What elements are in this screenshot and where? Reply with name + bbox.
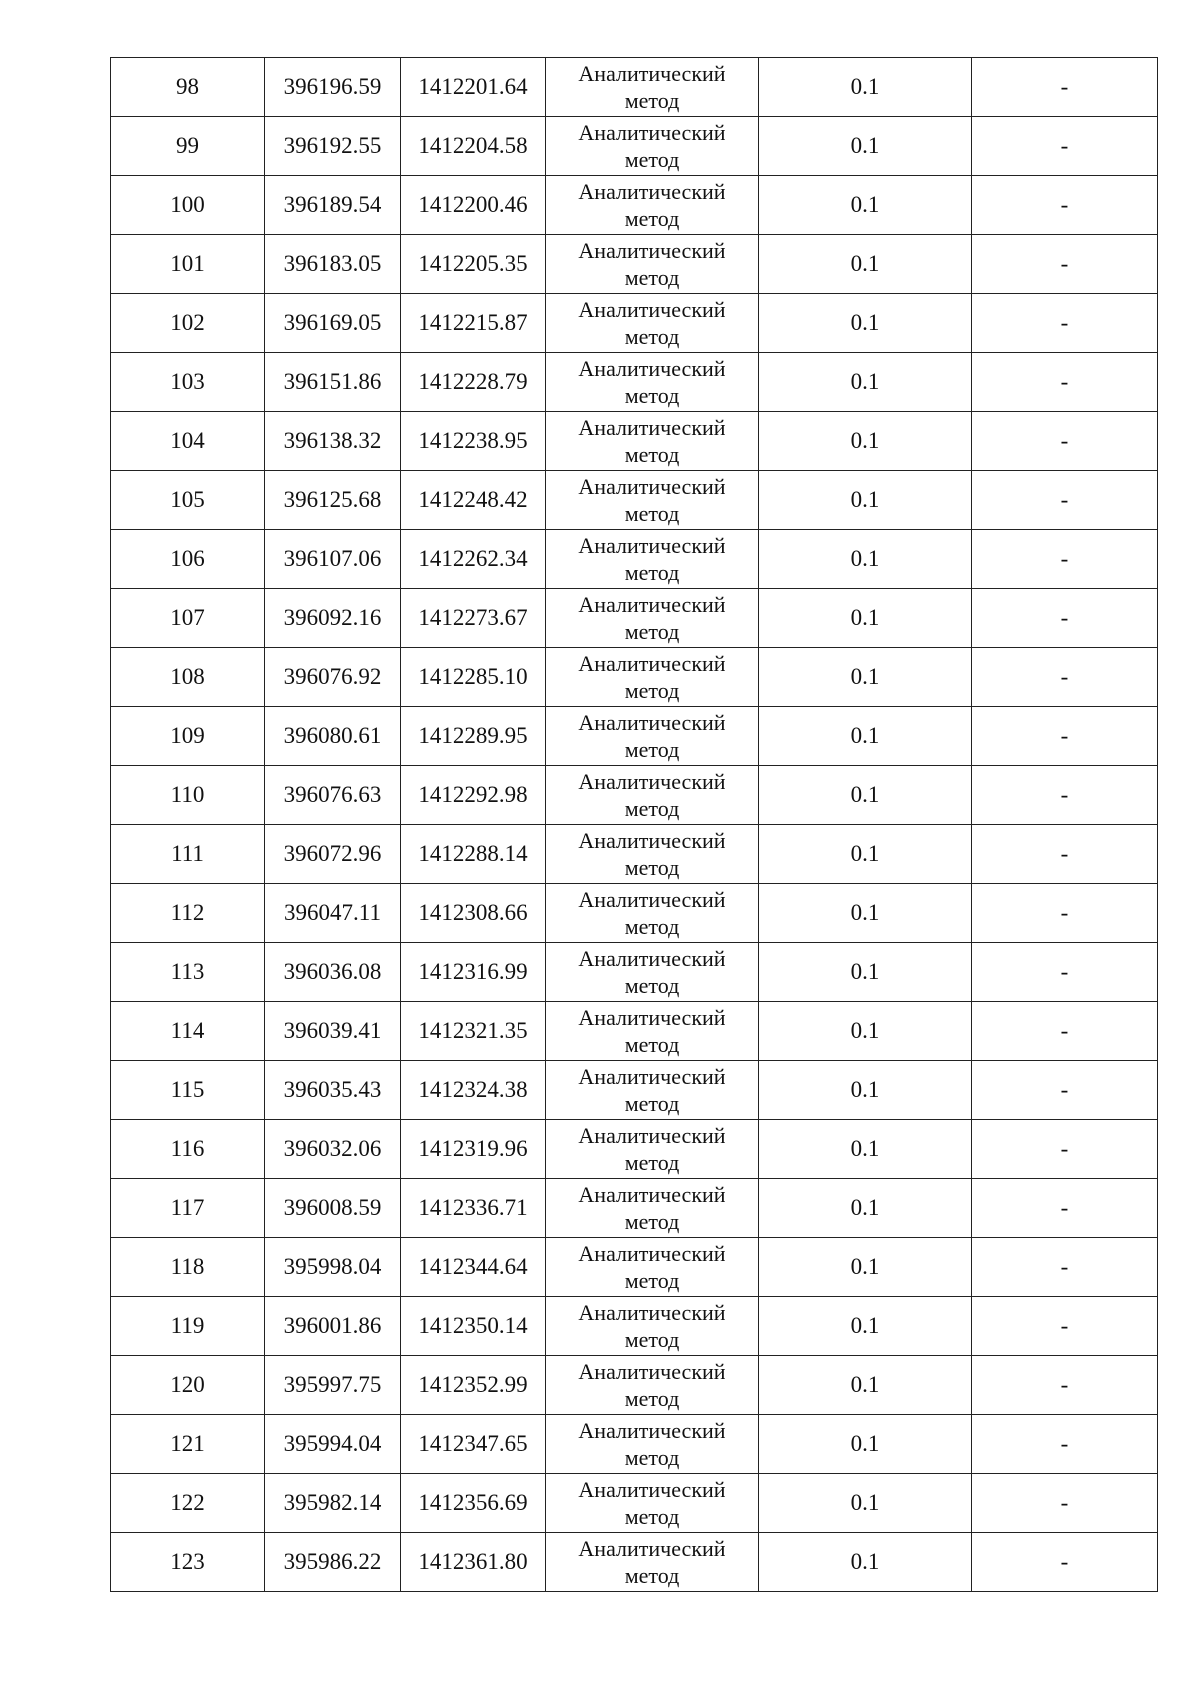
y-coordinate-cell: 1412201.64 bbox=[401, 58, 546, 117]
method-line: Аналитический bbox=[578, 61, 726, 86]
point-number-cell: 118 bbox=[111, 1238, 265, 1297]
point-number-cell: 119 bbox=[111, 1297, 265, 1356]
point-number-cell: 114 bbox=[111, 1002, 265, 1061]
method-line: метод bbox=[624, 88, 680, 113]
method-line: Аналитический bbox=[578, 356, 726, 381]
method-line: Аналитический bbox=[578, 533, 726, 558]
accuracy-cell: 0.1 bbox=[759, 1356, 972, 1415]
y-coordinate-cell: 1412344.64 bbox=[401, 1238, 546, 1297]
note-cell: - bbox=[972, 58, 1158, 117]
method-line: Аналитический bbox=[578, 1005, 726, 1030]
note-cell: - bbox=[972, 412, 1158, 471]
method-line: Аналитический bbox=[578, 887, 726, 912]
point-number-cell: 109 bbox=[111, 707, 265, 766]
table-row bbox=[111, 1179, 1158, 1238]
method-cell bbox=[546, 117, 759, 176]
coordinates-table-body bbox=[111, 58, 1158, 1592]
note-cell: - bbox=[972, 1238, 1158, 1297]
accuracy-cell: 0.1 bbox=[759, 117, 972, 176]
table-row bbox=[111, 884, 1158, 943]
note-cell: - bbox=[972, 1120, 1158, 1179]
table-row bbox=[111, 471, 1158, 530]
method-cell bbox=[546, 1002, 759, 1061]
x-coordinate-cell: 396001.86 bbox=[265, 1297, 401, 1356]
y-coordinate-cell: 1412347.65 bbox=[401, 1415, 546, 1474]
method-line: Аналитический bbox=[578, 710, 726, 735]
method-line: метод bbox=[624, 914, 680, 939]
point-number-cell: 106 bbox=[111, 530, 265, 589]
table-row bbox=[111, 648, 1158, 707]
accuracy-cell: 0.1 bbox=[759, 1061, 972, 1120]
table-row bbox=[111, 825, 1158, 884]
method-cell bbox=[546, 1415, 759, 1474]
method-line: метод bbox=[624, 1563, 680, 1588]
y-coordinate-cell: 1412292.98 bbox=[401, 766, 546, 825]
method-line: Аналитический bbox=[578, 415, 726, 440]
method-line: метод bbox=[624, 1091, 680, 1116]
table-row bbox=[111, 530, 1158, 589]
method-cell bbox=[546, 58, 759, 117]
x-coordinate-cell: 395998.04 bbox=[265, 1238, 401, 1297]
table-row bbox=[111, 117, 1158, 176]
point-number-cell: 98 bbox=[111, 58, 265, 117]
y-coordinate-cell: 1412316.99 bbox=[401, 943, 546, 1002]
method-cell bbox=[546, 943, 759, 1002]
note-cell: - bbox=[972, 294, 1158, 353]
y-coordinate-cell: 1412262.34 bbox=[401, 530, 546, 589]
table-row bbox=[111, 235, 1158, 294]
x-coordinate-cell: 396036.08 bbox=[265, 943, 401, 1002]
note-cell: - bbox=[972, 1179, 1158, 1238]
accuracy-cell: 0.1 bbox=[759, 1297, 972, 1356]
x-coordinate-cell: 396076.63 bbox=[265, 766, 401, 825]
point-number-cell: 105 bbox=[111, 471, 265, 530]
x-coordinate-cell: 396192.55 bbox=[265, 117, 401, 176]
table-row bbox=[111, 1415, 1158, 1474]
point-number-cell: 117 bbox=[111, 1179, 265, 1238]
point-number-cell: 107 bbox=[111, 589, 265, 648]
y-coordinate-cell: 1412215.87 bbox=[401, 294, 546, 353]
note-cell: - bbox=[972, 589, 1158, 648]
x-coordinate-cell: 396008.59 bbox=[265, 1179, 401, 1238]
table-row bbox=[111, 1356, 1158, 1415]
point-number-cell: 99 bbox=[111, 117, 265, 176]
x-coordinate-cell: 396047.11 bbox=[265, 884, 401, 943]
y-coordinate-cell: 1412319.96 bbox=[401, 1120, 546, 1179]
accuracy-cell: 0.1 bbox=[759, 1238, 972, 1297]
y-coordinate-cell: 1412285.10 bbox=[401, 648, 546, 707]
method-cell bbox=[546, 1061, 759, 1120]
point-number-cell: 101 bbox=[111, 235, 265, 294]
y-coordinate-cell: 1412321.35 bbox=[401, 1002, 546, 1061]
method-line: метод bbox=[624, 147, 680, 172]
method-line: Аналитический bbox=[578, 1064, 726, 1089]
x-coordinate-cell: 396189.54 bbox=[265, 176, 401, 235]
method-line: Аналитический bbox=[578, 828, 726, 853]
y-coordinate-cell: 1412308.66 bbox=[401, 884, 546, 943]
accuracy-cell: 0.1 bbox=[759, 1474, 972, 1533]
x-coordinate-cell: 395986.22 bbox=[265, 1533, 401, 1592]
method-cell bbox=[546, 353, 759, 412]
method-line: Аналитический bbox=[578, 474, 726, 499]
y-coordinate-cell: 1412288.14 bbox=[401, 825, 546, 884]
note-cell: - bbox=[972, 1356, 1158, 1415]
table-row bbox=[111, 1297, 1158, 1356]
method-line: Аналитический bbox=[578, 179, 726, 204]
y-coordinate-cell: 1412273.67 bbox=[401, 589, 546, 648]
y-coordinate-cell: 1412289.95 bbox=[401, 707, 546, 766]
x-coordinate-cell: 396092.16 bbox=[265, 589, 401, 648]
table-row bbox=[111, 1238, 1158, 1297]
method-cell bbox=[546, 530, 759, 589]
x-coordinate-cell: 396032.06 bbox=[265, 1120, 401, 1179]
table-row bbox=[111, 58, 1158, 117]
table-row bbox=[111, 1120, 1158, 1179]
point-number-cell: 102 bbox=[111, 294, 265, 353]
method-line: метод bbox=[624, 855, 680, 880]
method-line: Аналитический bbox=[578, 651, 726, 676]
note-cell: - bbox=[972, 943, 1158, 1002]
method-line: метод bbox=[624, 619, 680, 644]
method-line: метод bbox=[624, 1445, 680, 1470]
note-cell: - bbox=[972, 884, 1158, 943]
x-coordinate-cell: 395997.75 bbox=[265, 1356, 401, 1415]
method-line: Аналитический bbox=[578, 1359, 726, 1384]
x-coordinate-cell: 396039.41 bbox=[265, 1002, 401, 1061]
method-line: Аналитический bbox=[578, 769, 726, 794]
point-number-cell: 104 bbox=[111, 412, 265, 471]
y-coordinate-cell: 1412361.80 bbox=[401, 1533, 546, 1592]
accuracy-cell: 0.1 bbox=[759, 1120, 972, 1179]
method-line: метод bbox=[624, 1504, 680, 1529]
method-cell bbox=[546, 412, 759, 471]
method-line: метод bbox=[624, 501, 680, 526]
accuracy-cell: 0.1 bbox=[759, 648, 972, 707]
method-cell bbox=[546, 766, 759, 825]
table-row bbox=[111, 1061, 1158, 1120]
accuracy-cell: 0.1 bbox=[759, 707, 972, 766]
table-row bbox=[111, 943, 1158, 1002]
point-number-cell: 116 bbox=[111, 1120, 265, 1179]
table-row bbox=[111, 766, 1158, 825]
method-line: Аналитический bbox=[578, 1241, 726, 1266]
method-line: метод bbox=[624, 265, 680, 290]
accuracy-cell: 0.1 bbox=[759, 58, 972, 117]
note-cell: - bbox=[972, 353, 1158, 412]
note-cell: - bbox=[972, 1297, 1158, 1356]
accuracy-cell: 0.1 bbox=[759, 943, 972, 1002]
accuracy-cell: 0.1 bbox=[759, 766, 972, 825]
method-line: Аналитический bbox=[578, 1182, 726, 1207]
point-number-cell: 115 bbox=[111, 1061, 265, 1120]
method-cell bbox=[546, 1238, 759, 1297]
method-line: Аналитический bbox=[578, 1418, 726, 1443]
table-row bbox=[111, 353, 1158, 412]
x-coordinate-cell: 396196.59 bbox=[265, 58, 401, 117]
accuracy-cell: 0.1 bbox=[759, 1179, 972, 1238]
table-row bbox=[111, 707, 1158, 766]
point-number-cell: 120 bbox=[111, 1356, 265, 1415]
point-number-cell: 121 bbox=[111, 1415, 265, 1474]
method-line: метод bbox=[624, 737, 680, 762]
note-cell: - bbox=[972, 176, 1158, 235]
accuracy-cell: 0.1 bbox=[759, 530, 972, 589]
method-cell bbox=[546, 1120, 759, 1179]
y-coordinate-cell: 1412228.79 bbox=[401, 353, 546, 412]
accuracy-cell: 0.1 bbox=[759, 176, 972, 235]
method-line: Аналитический bbox=[578, 120, 726, 145]
note-cell: - bbox=[972, 1415, 1158, 1474]
y-coordinate-cell: 1412238.95 bbox=[401, 412, 546, 471]
method-line: Аналитический bbox=[578, 297, 726, 322]
accuracy-cell: 0.1 bbox=[759, 1533, 972, 1592]
x-coordinate-cell: 396125.68 bbox=[265, 471, 401, 530]
note-cell: - bbox=[972, 1002, 1158, 1061]
method-line: метод bbox=[624, 1268, 680, 1293]
y-coordinate-cell: 1412356.69 bbox=[401, 1474, 546, 1533]
x-coordinate-cell: 395994.04 bbox=[265, 1415, 401, 1474]
point-number-cell: 100 bbox=[111, 176, 265, 235]
method-cell bbox=[546, 1474, 759, 1533]
y-coordinate-cell: 1412336.71 bbox=[401, 1179, 546, 1238]
x-coordinate-cell: 396080.61 bbox=[265, 707, 401, 766]
y-coordinate-cell: 1412350.14 bbox=[401, 1297, 546, 1356]
x-coordinate-cell: 396151.86 bbox=[265, 353, 401, 412]
note-cell: - bbox=[972, 117, 1158, 176]
accuracy-cell: 0.1 bbox=[759, 1002, 972, 1061]
method-cell bbox=[546, 1179, 759, 1238]
accuracy-cell: 0.1 bbox=[759, 412, 972, 471]
table-row bbox=[111, 1474, 1158, 1533]
method-line: Аналитический bbox=[578, 1300, 726, 1325]
accuracy-cell: 0.1 bbox=[759, 471, 972, 530]
y-coordinate-cell: 1412204.58 bbox=[401, 117, 546, 176]
method-line: Аналитический bbox=[578, 946, 726, 971]
y-coordinate-cell: 1412248.42 bbox=[401, 471, 546, 530]
note-cell: - bbox=[972, 825, 1158, 884]
x-coordinate-cell: 396035.43 bbox=[265, 1061, 401, 1120]
method-cell bbox=[546, 1533, 759, 1592]
accuracy-cell: 0.1 bbox=[759, 294, 972, 353]
coordinates-table bbox=[110, 57, 1158, 1592]
method-line: метод bbox=[624, 1032, 680, 1057]
point-number-cell: 108 bbox=[111, 648, 265, 707]
x-coordinate-cell: 396169.05 bbox=[265, 294, 401, 353]
note-cell: - bbox=[972, 530, 1158, 589]
method-line: Аналитический bbox=[578, 1536, 726, 1561]
accuracy-cell: 0.1 bbox=[759, 1415, 972, 1474]
table-row bbox=[111, 1533, 1158, 1592]
y-coordinate-cell: 1412324.38 bbox=[401, 1061, 546, 1120]
method-cell bbox=[546, 825, 759, 884]
method-line: метод bbox=[624, 1386, 680, 1411]
note-cell: - bbox=[972, 648, 1158, 707]
note-cell: - bbox=[972, 471, 1158, 530]
y-coordinate-cell: 1412352.99 bbox=[401, 1356, 546, 1415]
method-line: Аналитический bbox=[578, 1123, 726, 1148]
note-cell: - bbox=[972, 1474, 1158, 1533]
accuracy-cell: 0.1 bbox=[759, 825, 972, 884]
method-line: метод bbox=[624, 973, 680, 998]
x-coordinate-cell: 396107.06 bbox=[265, 530, 401, 589]
method-line: метод bbox=[624, 1209, 680, 1234]
y-coordinate-cell: 1412205.35 bbox=[401, 235, 546, 294]
x-coordinate-cell: 396076.92 bbox=[265, 648, 401, 707]
method-cell bbox=[546, 1356, 759, 1415]
method-line: метод bbox=[624, 560, 680, 585]
method-line: метод bbox=[624, 206, 680, 231]
method-line: Аналитический bbox=[578, 238, 726, 263]
y-coordinate-cell: 1412200.46 bbox=[401, 176, 546, 235]
x-coordinate-cell: 396072.96 bbox=[265, 825, 401, 884]
accuracy-cell: 0.1 bbox=[759, 884, 972, 943]
note-cell: - bbox=[972, 235, 1158, 294]
method-cell bbox=[546, 176, 759, 235]
method-cell bbox=[546, 1297, 759, 1356]
method-cell bbox=[546, 707, 759, 766]
point-number-cell: 110 bbox=[111, 766, 265, 825]
note-cell: - bbox=[972, 707, 1158, 766]
x-coordinate-cell: 395982.14 bbox=[265, 1474, 401, 1533]
table-row bbox=[111, 412, 1158, 471]
method-line: метод bbox=[624, 678, 680, 703]
method-cell bbox=[546, 648, 759, 707]
x-coordinate-cell: 396138.32 bbox=[265, 412, 401, 471]
point-number-cell: 111 bbox=[111, 825, 265, 884]
method-cell bbox=[546, 884, 759, 943]
note-cell: - bbox=[972, 766, 1158, 825]
method-line: метод bbox=[624, 442, 680, 467]
table-row bbox=[111, 176, 1158, 235]
note-cell: - bbox=[972, 1533, 1158, 1592]
method-line: Аналитический bbox=[578, 592, 726, 617]
table-row bbox=[111, 294, 1158, 353]
point-number-cell: 123 bbox=[111, 1533, 265, 1592]
method-cell bbox=[546, 235, 759, 294]
point-number-cell: 122 bbox=[111, 1474, 265, 1533]
point-number-cell: 113 bbox=[111, 943, 265, 1002]
accuracy-cell: 0.1 bbox=[759, 589, 972, 648]
method-line: Аналитический bbox=[578, 1477, 726, 1502]
method-line: метод bbox=[624, 1327, 680, 1352]
table-row bbox=[111, 589, 1158, 648]
method-line: метод bbox=[624, 324, 680, 349]
method-cell bbox=[546, 471, 759, 530]
method-line: метод bbox=[624, 383, 680, 408]
point-number-cell: 112 bbox=[111, 884, 265, 943]
method-cell bbox=[546, 589, 759, 648]
method-cell bbox=[546, 294, 759, 353]
x-coordinate-cell: 396183.05 bbox=[265, 235, 401, 294]
method-line: метод bbox=[624, 796, 680, 821]
table-row bbox=[111, 1002, 1158, 1061]
accuracy-cell: 0.1 bbox=[759, 353, 972, 412]
note-cell: - bbox=[972, 1061, 1158, 1120]
point-number-cell: 103 bbox=[111, 353, 265, 412]
method-line: метод bbox=[624, 1150, 680, 1175]
accuracy-cell: 0.1 bbox=[759, 235, 972, 294]
